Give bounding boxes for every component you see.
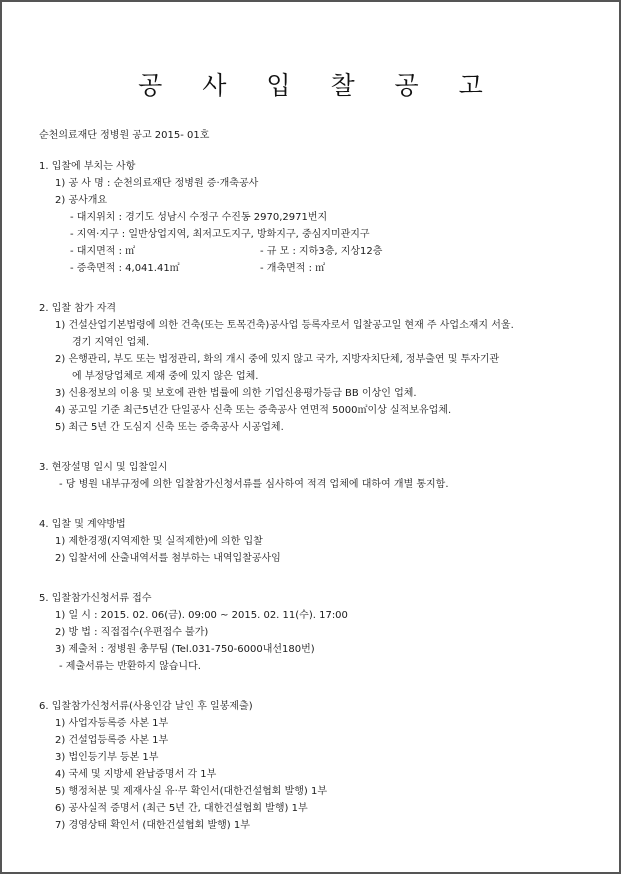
page-title: 공 사 입 찰 공 고 [138,71,499,100]
notice-content [39,158,579,834]
list-item-continued: 에 부정당업체로 제재 중에 있지 않은 업체. [72,371,259,382]
addition-area: - 증축면적 : 4,041.41㎡ [70,263,180,274]
list-item: 3) 법인등기부 등본 1부 [55,752,159,763]
list-item: 1) 건설산업기본법령에 의한 건축(또는 토목건축)공사업 등록자로서 입찰공고일 현재 주 사업소재지 서울. [55,320,514,331]
list-item: 2) 방 법 : 직접접수(우편접수 불가) [55,627,209,638]
list-item: 1) 공 사 명 : 순천의료재단 정병원 증·개축공사 [55,178,259,189]
list-note: - 제출서류는 반환하지 않습니다. [59,661,201,672]
list-item: 2) 은행관리, 부도 또는 법정관리, 화의 개시 중에 있지 않고 국가, 지방자치단체, 정부출연 및 투자기관 [55,354,500,365]
list-item: 2) 공사개요 [55,195,108,206]
list-row [39,260,579,277]
section-heading: 3. 현장설명 일시 및 입찰일시 [39,462,168,473]
list-item: 2) 입찰서에 산출내역서를 첨부하는 내역입찰공사임 [55,553,281,564]
list-item: 4) 공고일 기준 최근5년간 단일공사 신축 또는 증축공사 연면적 5000㎡이상 실적보유업체. [55,405,452,416]
list-item: 2) 건설업등록증 사본 1부 [55,735,169,746]
list-item: - 대지위치 : 경기도 성남시 수정구 수진동 2970,2971번지 [70,212,328,223]
section-heading: 6. 입찰참가신청서류(사용인감 날인 후 일봉제출) [39,701,253,712]
list-item: 5) 행정처분 및 제재사실 유·무 확인서(대한건설협회 발행) 1부 [55,786,328,797]
notice-number: 순천의료재단 정병원 공고 2015- 01호 [39,130,210,141]
list-item: 1) 제한경쟁(지역제한 및 실적제한)에 의한 입찰 [55,536,263,547]
list-item: 1) 사업자등록증 사본 1부 [55,718,169,729]
list-row [39,243,579,260]
list-item: 6) 공사실적 증명서 (최근 5년 간, 대한건설협회 발행) 1부 [55,803,308,814]
renovation-area: - 개축면적 : ㎡ [260,263,326,274]
list-item: 5) 최근 5년 간 도심지 신축 또는 증축공사 시공업체. [55,422,284,433]
list-item: 4) 국세 및 지방세 완납증명서 각 1부 [55,769,217,780]
list-item: - 지역·지구 : 일반상업지역, 최저고도지구, 방화지구, 중심지미관지구 [70,229,370,240]
section-heading: 5. 입찰참가신청서류 접수 [39,593,152,604]
section-heading: 1. 입찰에 부치는 사항 [39,161,136,172]
list-item-continued: 경기 지역인 업체. [72,337,150,348]
building-scale: - 규 모 : 지하3층, 지상12층 [260,246,383,257]
section-heading: 4. 입찰 및 계약방법 [39,519,126,530]
list-item: 3) 제출처 : 정병원 총무팀 (Tel.031-750-6000내선180번) [55,644,315,655]
list-item: - 당 병원 내부규정에 의한 입찰참가신청서류를 심사하여 적격 업체에 대하여 개별 통지함. [59,479,449,490]
section-heading: 2. 입찰 참가 자격 [39,303,117,314]
site-area: - 대지면적 : ㎡ [70,246,136,257]
list-item: 7) 경영상태 확인서 (대한건설협회 발행) 1부 [55,820,250,831]
list-item: 1) 일 시 : 2015. 02. 06(금). 09:00 ~ 2015. 02. 11(수). 17:00 [55,610,348,621]
list-item: 3) 신용정보의 이용 및 보호에 관한 법률에 의한 기업신용평가등급 BB 이상인 업체. [55,388,417,399]
